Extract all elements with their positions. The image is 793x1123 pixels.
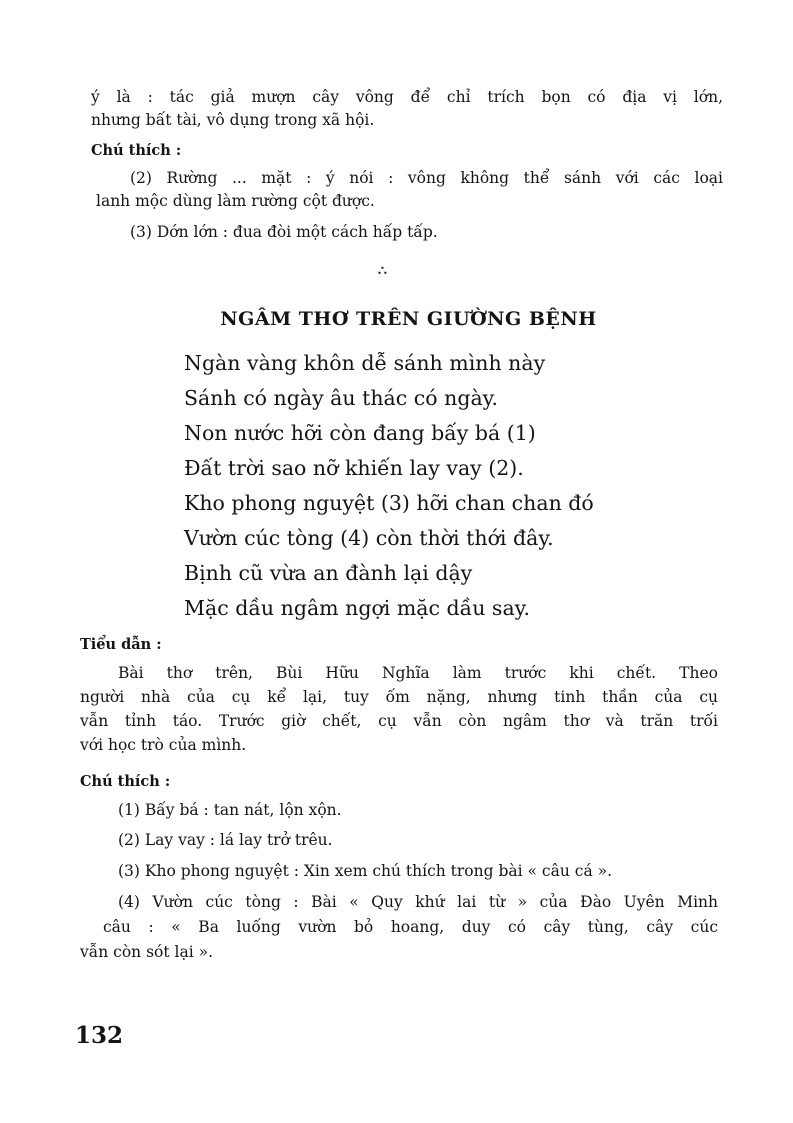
intro-line-2: người nhà của cụ kể lại, tuy ốm nặng, nhưng tinh thần của cụ (80, 688, 718, 706)
footnote-2-line-1: (2) Rường ... mặt : ý nói : vông không thể sánh với các loại (130, 169, 723, 187)
section-ornament: ∴ (378, 263, 389, 279)
note-3: (3) Kho phong nguyệt : Xin xem chú thích trong bài « câu cá ». (118, 862, 613, 880)
poem-line-5: Kho phong nguyệt (3) hỡi chan chan đó (184, 491, 594, 515)
intro-continuation-line-2: nhưng bất tài, vô dụng trong xã hội. (91, 111, 375, 129)
note-2: (2) Lay vay : lá lay trở trêu. (118, 831, 333, 849)
intro-line-4: với học trò của mình. (80, 736, 247, 754)
intro-line-3: vẫn tỉnh táo. Trước giờ chết, cụ vẫn còn ngâm thơ và trăn trối (80, 712, 718, 730)
footnote-3: (3) Dớn lớn : đua đòi một cách hấp tấp. (130, 223, 438, 241)
poem-line-4: Đất trời sao nỡ khiến lay vay (2). (184, 456, 524, 480)
note-4-line-2: câu : « Ba luống vườn bỏ hoang, duy có cây tùng, cây cúc (103, 918, 718, 936)
intro-continuation-line-1: ý là : tác giả mượn cây vông để chỉ trích bọn có địa vị lớn, (91, 88, 723, 106)
note-4-line-3: vẫn còn sót lại ». (80, 943, 214, 961)
notes-heading: Chú thích : (80, 773, 171, 790)
note-4-line-1: (4) Vườn cúc tòng : Bài « Quy khứ lai từ » của Đào Uyên Minh (118, 893, 718, 911)
footnote-2-line-2: lanh mộc dùng làm rường cột được. (96, 192, 375, 210)
page-number: 132 (75, 1022, 124, 1049)
poem-title: NGÂM THƠ TRÊN GIƯỜNG BỆNH (220, 308, 597, 330)
poem-line-3: Non nước hỡi còn đang bấy bá (1) (184, 421, 536, 445)
poem-line-8: Mặc dầu ngâm ngợi mặc dầu say. (184, 596, 531, 620)
intro-line-1: Bài thơ trên, Bùi Hữu Nghĩa làm trước khi chết. Theo (118, 664, 718, 682)
poem-line-6: Vườn cúc tòng (4) còn thời thới đây. (184, 526, 554, 550)
poem-line-2: Sánh có ngày âu thác có ngày. (184, 386, 499, 410)
note-1: (1) Bấy bá : tan nát, lộn xộn. (118, 801, 342, 819)
intro-heading: Tiểu dẫn : (80, 636, 162, 653)
poem-line-7: Bịnh cũ vừa an đành lại dậy (184, 561, 473, 585)
footnotes-heading-top: Chú thích : (91, 142, 182, 159)
poem-line-1: Ngàn vàng khôn dễ sánh mình này (184, 351, 546, 375)
